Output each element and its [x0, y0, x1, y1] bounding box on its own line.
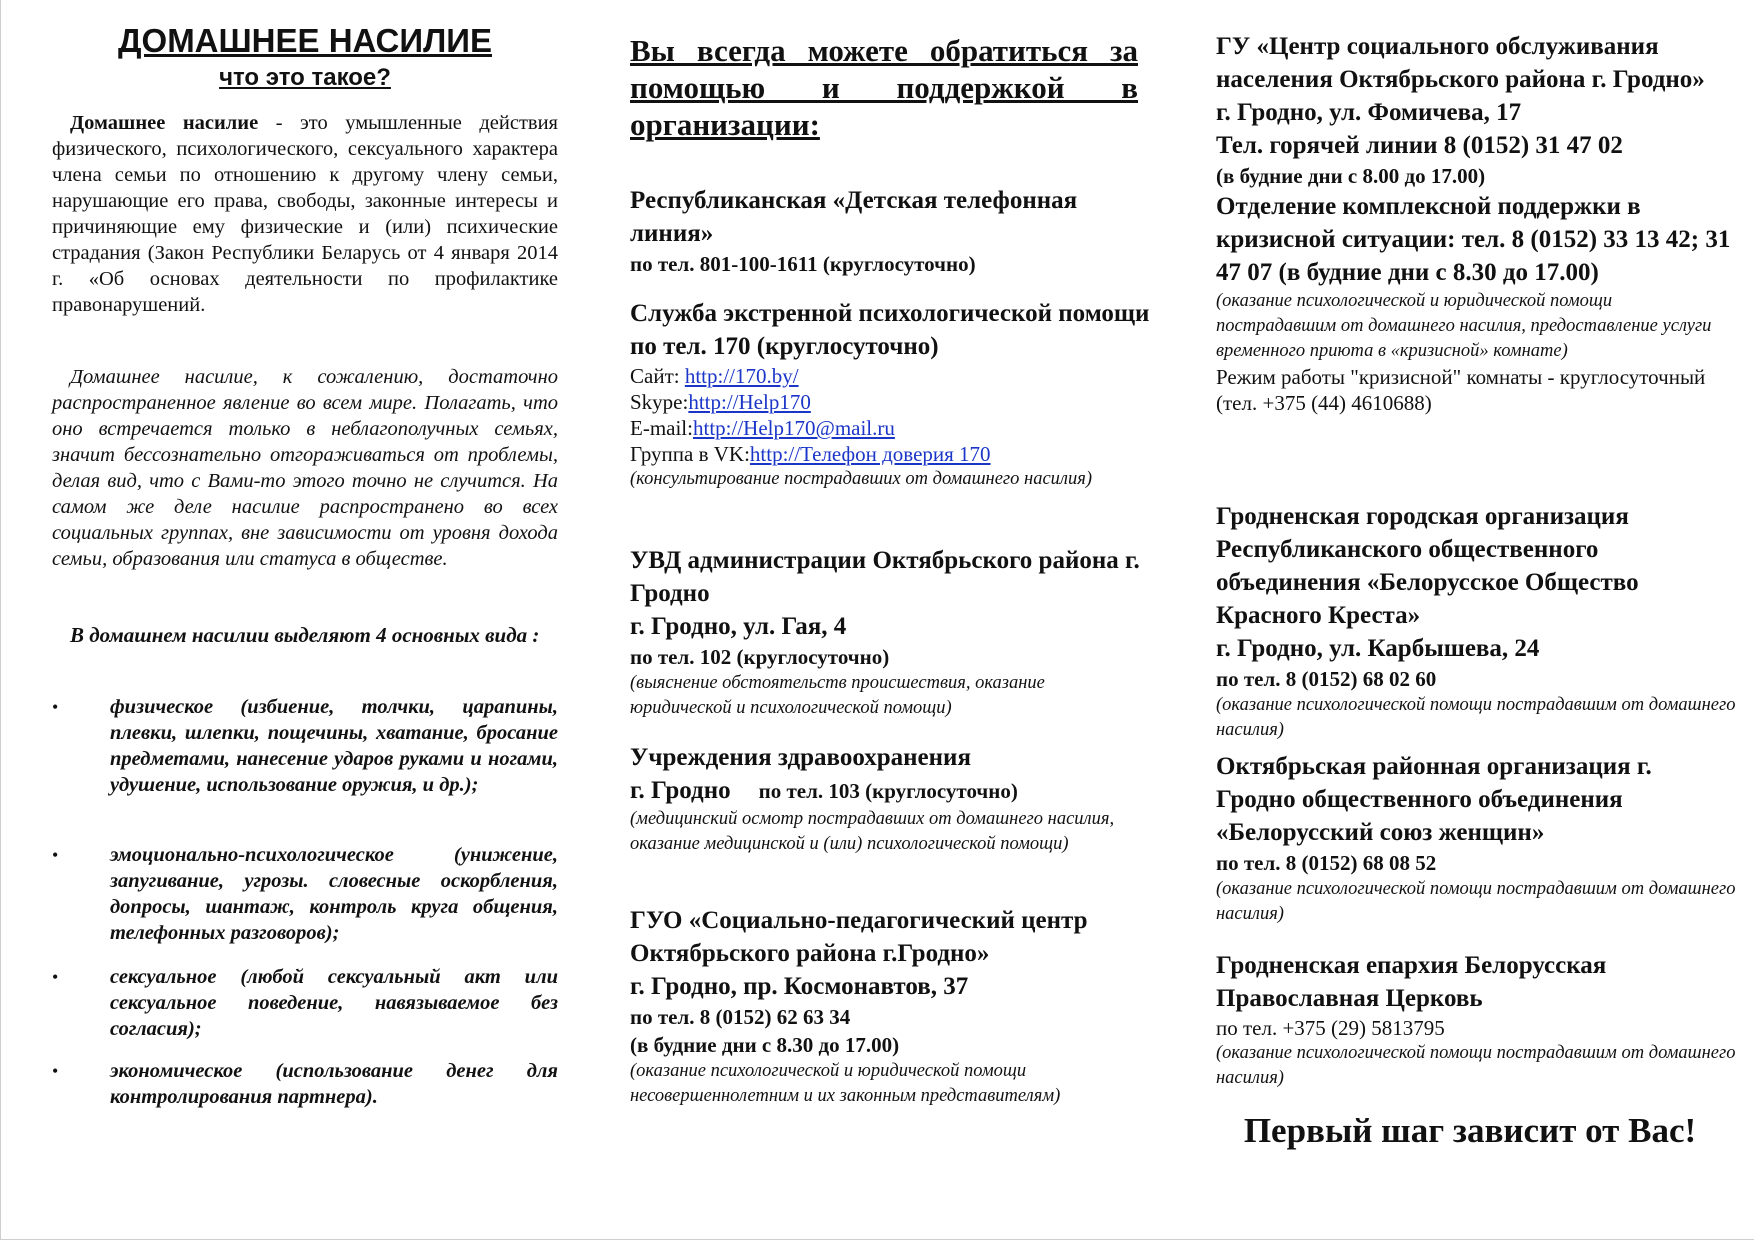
vk-link[interactable]: http://Телефон доверия 170 [749, 442, 991, 466]
skype-label: Skype: [630, 390, 689, 414]
org-hours: (в будние дни с 8.30 до 17.00) [630, 1033, 900, 1057]
org-children-hotline [630, 184, 1150, 278]
org-red-cross [1216, 500, 1736, 743]
org-hours: (в будние дни с 8.00 до 17.00) [1216, 164, 1486, 188]
org-phone: по тел. 8 (0152) 62 63 34 [630, 1005, 851, 1029]
bullet-icon: • [52, 967, 59, 987]
org-note: (медицинский осмотр пострадавших от домашнего насилия, оказание медицинской и (или) психологической помощи) [630, 809, 1115, 854]
definition-text: - это умышленные действия физического, психологического, сексуального характера члена семьи по отношению к другому члену семьи, нарушающие его права, свободы, законные интересы и причиняющие ему физические и (или) психические страдания (Закон Республики Беларусь от 4 января 2014 г. «Об основах деятельности по профилактике правонарушений. [52, 112, 558, 316]
type-physical: физическое (избиение, толчки, царапины, плевки, шлепки, пощечины, хватание, бросание предметами, нанесение ударов руками и ногами, удушение, использование оружия, и др.); [110, 696, 558, 796]
org-phone: по тел. 103 (круглосуточно) [758, 779, 1018, 803]
org-name: Республиканская «Детская телефонная линия» [630, 187, 1078, 247]
org-phone: по тел. 801-100-1611 (круглосуточно) [630, 252, 976, 276]
org-name: Служба экстренной психологической помощи по тел. 170 (круглосуточно) [630, 300, 1150, 360]
org-eparchy [1216, 949, 1736, 1091]
site-link[interactable]: http://170.by/ [684, 364, 799, 388]
types-intro: В домашнем насилии выделяют 4 основных вида : [70, 623, 540, 647]
organizations-heading: Вы всегда можете обратиться за помощью и поддержкой в организации: [630, 33, 1138, 142]
org-address: г. Гродно, ул. Фомичева, 17 [1216, 99, 1522, 126]
org-police [630, 544, 1150, 721]
list-item [52, 1058, 558, 1110]
skype-line [630, 389, 1150, 415]
vk-label: Группа в VK: [630, 442, 750, 466]
email-link[interactable]: http://Help170@mail.ru [692, 416, 895, 440]
org-name: Гродненская епархия Белорусская Православная Церковь [1216, 952, 1607, 1012]
org-note: (выяснение обстоятельств происшествия, оказание юридической и психологической помощи) [630, 673, 1045, 718]
org-name: Октябрьская районная организация г. Гродно общественного объединения «Белорусский союз женщин» [1216, 753, 1652, 846]
org-phone: по тел. +375 (29) 5813795 [1216, 1016, 1445, 1040]
org-note: (консультирование пострадавших от домашнего насилия) [630, 469, 1092, 489]
bullet-icon: • [52, 1061, 59, 1081]
org-name: УВД администрации Октябрьского района г. Гродно [630, 547, 1140, 607]
org-address: г. Гродно, ул. Гая, 4 [630, 613, 847, 640]
org-city: г. Гродно [630, 777, 731, 804]
org-name: Учреждения здравоохранения [630, 744, 971, 771]
email-line [630, 415, 1150, 441]
list-item [52, 842, 558, 946]
prevalence-paragraph: Домашнее насилие, к сожалению, достаточно распространенное явление во всем мире. Полагать, что оно встречается только в неблагополучных семьях, значит бессознательно отгораживаться от проблемы, делая вид, что с Вами-то этого точно не случится. На самом же деле насилие распространено во всех социальных группах, вне зависимости от уровня дохода семьи, образования или статуса в обществе. [52, 366, 558, 570]
org-note: (оказание психологической помощи пострадавшим от домашнего насилия) [1216, 695, 1736, 740]
bullet-icon: • [52, 697, 59, 717]
closing-slogan: Первый шаг зависит от Вас! [1243, 1111, 1697, 1150]
list-item [52, 694, 558, 798]
org-phone: по тел. 102 (круглосуточно) [630, 645, 890, 669]
skype-link[interactable]: http://Help170 [688, 390, 811, 414]
org-contact-line [630, 774, 1150, 807]
org-women-union [1216, 750, 1736, 927]
type-emotional: эмоционально-психологическое (унижение, запугивание, угрозы. словесные оскорбления, допросы, шантаж, контроль круга общения, телефонных разговоров); [110, 844, 558, 944]
org-note: (оказание психологической помощи пострадавшим от домашнего насилия) [1216, 1043, 1736, 1088]
site-line [630, 363, 1150, 389]
org-name: Гродненская городская организация Республиканского общественного объединения «Белорусское Общество Красного Креста» [1216, 503, 1639, 629]
org-social-service-center [1216, 30, 1736, 416]
org-phone: по тел. 8 (0152) 68 02 60 [1216, 667, 1437, 691]
definition-term: Домашнее насилие [70, 112, 259, 134]
definition-paragraph [52, 110, 558, 318]
vk-line [630, 441, 1150, 467]
org-phone: по тел. 8 (0152) 68 08 52 [1216, 851, 1437, 875]
page-title: ДОМАШНЕЕ НАСИЛИЕ [118, 22, 492, 59]
org-social-pedagogical-center [630, 904, 1150, 1109]
list-item [52, 964, 558, 1042]
site-label: Сайт: [630, 364, 685, 388]
email-label: E-mail: [630, 416, 693, 440]
crisis-room-schedule: Режим работы "кризисной" комнаты - круглосуточный (тел. +375 (44) 4610688) [1216, 365, 1706, 415]
org-hotline: Тел. горячей линии 8 (0152) 31 47 02 [1216, 132, 1623, 159]
org-address: г. Гродно, ул. Карбышева, 24 [1216, 635, 1540, 662]
crisis-department: Отделение комплексной поддержки в кризисной ситуации: тел. 8 (0152) 33 13 42; 31 47 07 (в будние дни с 8.30 до 17.00) [1216, 193, 1731, 286]
page-left-border [0, 0, 1, 1240]
org-address: г. Гродно, пр. Космонавтов, 37 [630, 973, 969, 1000]
org-name: ГУО «Социально-педагогический центр Октябрьского района г.Гродно» [630, 907, 1088, 967]
org-note: (оказание психологической и юридической помощи пострадавшим от домашнего насилия, предоставление услуги временного приюта в «кризисной» комнате) [1216, 291, 1712, 361]
type-economic: экономическое (использование денег для контролирования партнера). [110, 1060, 558, 1108]
org-note: (оказание психологической помощи пострадавшим от домашнего насилия) [1216, 879, 1736, 924]
page-subtitle: что это такое? [219, 64, 391, 91]
org-healthcare [630, 741, 1150, 857]
type-sexual: сексуальное (любой сексуальный акт или сексуальное поведение, навязываемое без согласия); [110, 966, 558, 1040]
org-note: (оказание психологической и юридической помощи несовершеннолетним и их законным представителям) [630, 1061, 1061, 1106]
bullet-icon: • [52, 845, 59, 865]
org-emergency-psych [630, 297, 1150, 492]
org-name: ГУ «Центр социального обслуживания населения Октябрьского района г. Гродно» [1216, 33, 1705, 93]
